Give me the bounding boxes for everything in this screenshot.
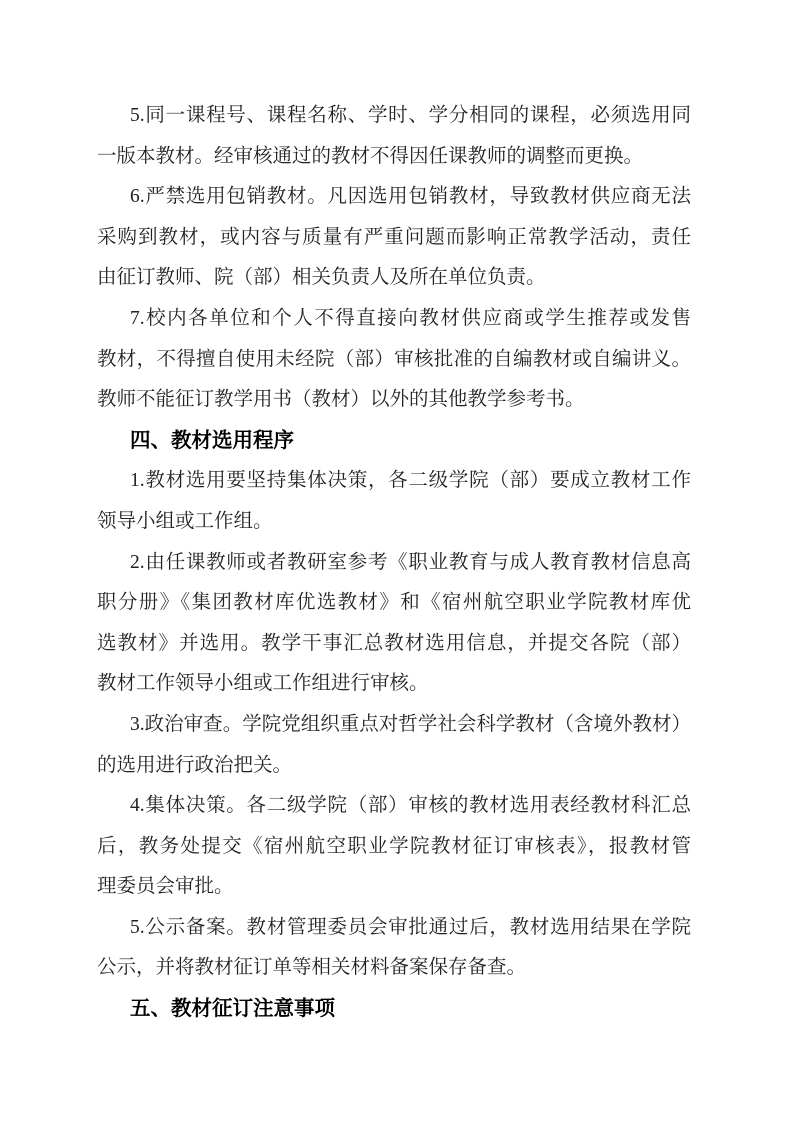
section-heading: 四、教材选用程序	[130, 429, 294, 452]
text-line: 的选用进行政治把关。	[97, 754, 293, 776]
text-line: 1.教材选用要坚持集体决策，各二级学院（部）要成立教材工作	[130, 470, 691, 492]
text-line: 教材工作领导小组或工作组进行审核。	[97, 673, 429, 695]
text-line: 职分册》《集团教材库优选教材》和《宿州航空职业学院教材库优	[97, 592, 691, 614]
text-line: 3.政治审查。学院党组织重点对哲学社会科学教材（含境外教材）	[130, 713, 691, 735]
text-line: 理委员会审批。	[97, 876, 234, 898]
text-line: 选教材》并选用。教学干事汇总教材选用信息，并提交各院（部）	[97, 632, 691, 654]
text-line: 教材，不得擅自使用未经院（部）审核批准的自编教材或自编讲义。	[97, 348, 691, 370]
text-line: 2.由任课教师或者教研室参考《职业教育与成人教育教材信息高	[130, 551, 691, 573]
text-line: 采购到教材，或内容与质量有严重问题而影响正常教学活动，责任	[97, 226, 691, 248]
text-line: 公示，并将教材征订单等相关材料备案保存备查。	[97, 957, 527, 979]
text-line: 7.校内各单位和个人不得直接向教材供应商或学生推荐或发售	[130, 307, 691, 329]
section-heading: 五、教材征订注意事项	[130, 998, 335, 1021]
text-line: 5.同一课程号、课程名称、学时、学分相同的课程，必须选用同	[130, 105, 691, 126]
text-line: 4.集体决策。各二级学院（部）审核的教材选用表经教材科汇总	[130, 795, 691, 817]
text-line: 由征订教师、院（部）相关负责人及所在单位负责。	[97, 267, 546, 289]
text-line: 教师不能征订教学用书（教材）以外的其他教学参考书。	[97, 389, 585, 411]
text-line: 领导小组或工作组。	[97, 510, 273, 532]
text-line: 6.严禁选用包销教材。凡因选用包销教材，导致教材供应商无法	[130, 186, 691, 208]
document-content	[97, 96, 691, 1030]
text-line: 一版本教材。经审核通过的教材不得因任课教师的调整而更换。	[97, 145, 644, 167]
text-line: 后，教务处提交《宿州航空职业学院教材征订审核表》，报教材管	[97, 835, 691, 857]
text-line: 5.公示备案。教材管理委员会审批通过后，教材选用结果在学院	[130, 916, 691, 938]
